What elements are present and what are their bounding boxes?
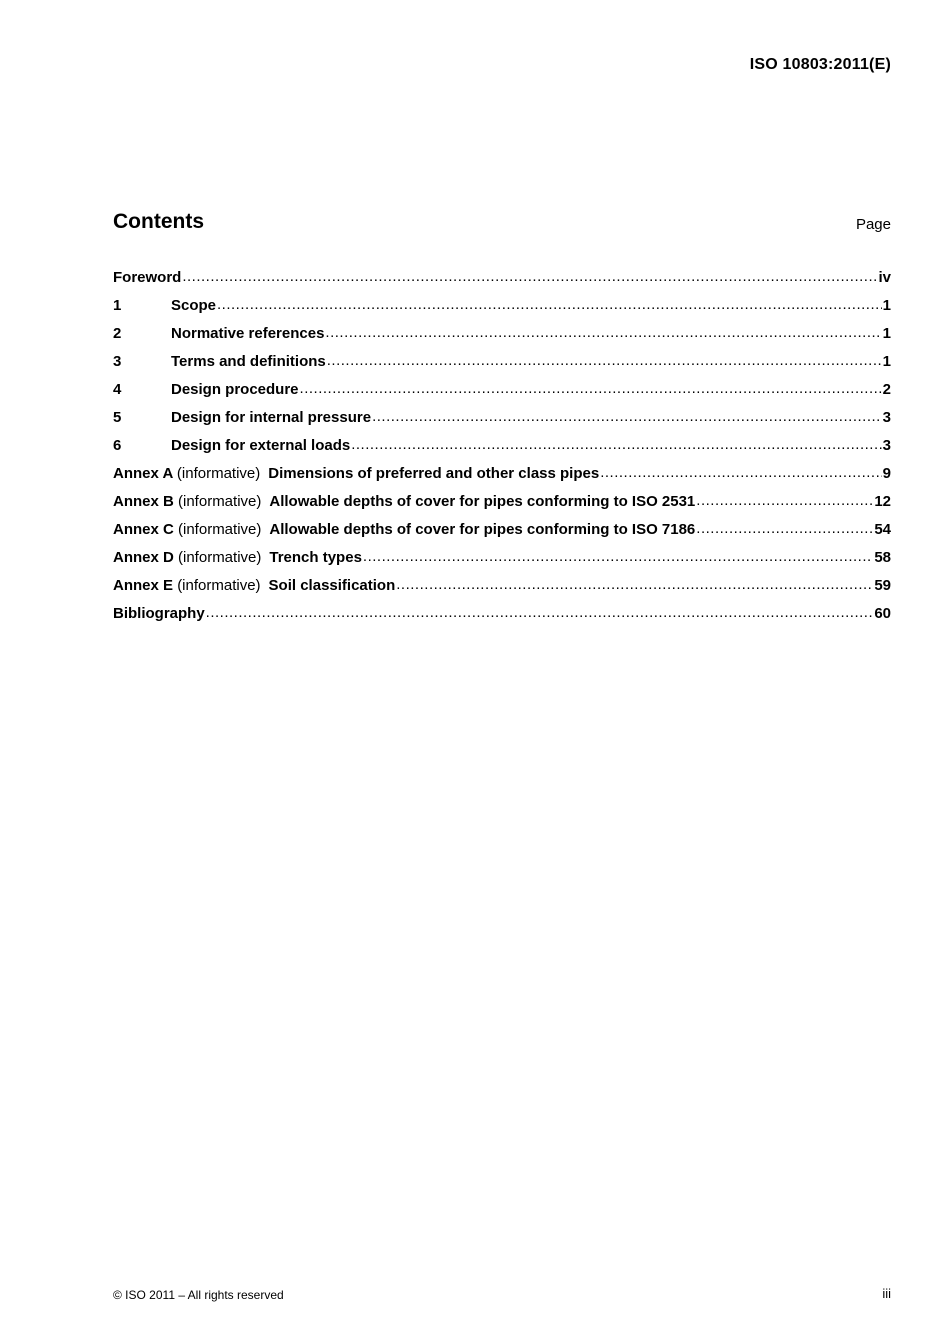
- toc-entry-title: Design for internal pressure: [171, 409, 372, 426]
- annex-label-group: [113, 490, 261, 514]
- toc-entry-design-external-loads[interactable]: [113, 434, 891, 462]
- annex-label-group: [113, 462, 260, 486]
- toc-entry-bibliography[interactable]: [113, 602, 891, 630]
- toc-entry-page: iv: [878, 269, 891, 286]
- toc-entry-annex-d[interactable]: [113, 546, 891, 574]
- toc-entry-page: 60: [874, 605, 891, 622]
- toc-entry-number: 4: [113, 381, 122, 398]
- toc-entry-page: 1: [882, 297, 891, 314]
- annex-label-group: [113, 518, 261, 542]
- dot-leader: [363, 545, 873, 569]
- toc-entry-number: 6: [113, 437, 122, 454]
- annex-label: Annex E: [113, 577, 174, 594]
- toc-entry-title: Soil classification: [268, 577, 396, 594]
- toc-entry-title: Bibliography: [113, 605, 205, 622]
- toc-entry-title: Scope: [171, 297, 217, 314]
- toc-entry-normative-references[interactable]: [113, 322, 891, 350]
- annex-label: Annex A: [113, 465, 173, 482]
- annex-label: Annex B: [113, 493, 174, 510]
- toc-entry-design-internal-pressure[interactable]: [113, 406, 891, 434]
- toc-entry-page: 54: [874, 521, 891, 538]
- toc-entry-number: 3: [113, 353, 122, 370]
- toc-entry-title: Foreword: [113, 269, 182, 286]
- annex-note: (informative): [176, 465, 261, 482]
- toc-entry-page: 1: [882, 325, 891, 342]
- document-header-id: ISO 10803:2011(E): [749, 56, 891, 73]
- toc-entry-foreword[interactable]: [113, 266, 891, 294]
- toc-entry-annex-b[interactable]: [113, 490, 891, 518]
- toc-entry-page: 9: [882, 465, 891, 482]
- toc-entry-title: Allowable depths of cover for pipes conforming to ISO 2531: [269, 493, 696, 510]
- toc-entry-scope[interactable]: [113, 294, 891, 322]
- toc-entry-title: Design for external loads: [171, 437, 351, 454]
- dot-leader: [372, 405, 882, 429]
- toc-entry-title: Trench types: [269, 549, 362, 566]
- dot-leader: [327, 349, 882, 373]
- annex-note: (informative): [177, 577, 261, 594]
- toc-entry-number: 2: [113, 325, 122, 342]
- dot-leader: [696, 489, 873, 513]
- toc-entry-page: 3: [882, 409, 891, 426]
- toc-entry-annex-e[interactable]: [113, 574, 891, 602]
- annex-label: Annex D: [113, 549, 174, 566]
- toc-entry-terms-and-definitions[interactable]: [113, 350, 891, 378]
- annex-label: Annex C: [113, 521, 174, 538]
- toc-entry-page: 2: [882, 381, 891, 398]
- annex-note: (informative): [178, 521, 262, 538]
- toc-entry-page: 12: [874, 493, 891, 510]
- toc-entry-page: 59: [874, 577, 891, 594]
- dot-leader: [696, 517, 873, 541]
- toc-entry-number: 1: [113, 297, 122, 314]
- annex-note: (informative): [178, 549, 262, 566]
- toc-entry-title: Allowable depths of cover for pipes conforming to ISO 7186: [269, 521, 696, 538]
- toc-entry-page: 58: [874, 549, 891, 566]
- dot-leader: [351, 433, 881, 457]
- annex-label-group: [113, 546, 261, 570]
- dot-leader: [325, 321, 881, 345]
- toc-entry-title: Normative references: [171, 325, 325, 342]
- dot-leader: [182, 265, 877, 289]
- toc-entry-number: 5: [113, 409, 122, 426]
- toc-entry-title: Dimensions of preferred and other class pipes: [268, 465, 600, 482]
- dot-leader: [300, 377, 882, 401]
- toc-entry-annex-a[interactable]: [113, 462, 891, 490]
- page-column-label: Page: [855, 216, 891, 233]
- toc-entry-design-procedure[interactable]: [113, 378, 891, 406]
- toc-entry-annex-c[interactable]: [113, 518, 891, 546]
- dot-leader: [217, 293, 882, 317]
- footer-copyright: © ISO 2011 – All rights reserved: [113, 1288, 284, 1302]
- contents-title: Contents: [113, 210, 204, 233]
- toc-entry-title: Terms and definitions: [171, 353, 326, 370]
- annex-note: (informative): [178, 493, 262, 510]
- dot-leader: [396, 573, 873, 597]
- table-of-contents: [113, 266, 891, 630]
- toc-entry-title: Design procedure: [171, 381, 299, 398]
- dot-leader: [206, 601, 874, 625]
- toc-entry-page: 1: [882, 353, 891, 370]
- toc-entry-page: 3: [882, 437, 891, 454]
- footer-page-number: iii: [882, 1286, 891, 1301]
- annex-label-group: [113, 574, 261, 598]
- dot-leader: [600, 461, 881, 485]
